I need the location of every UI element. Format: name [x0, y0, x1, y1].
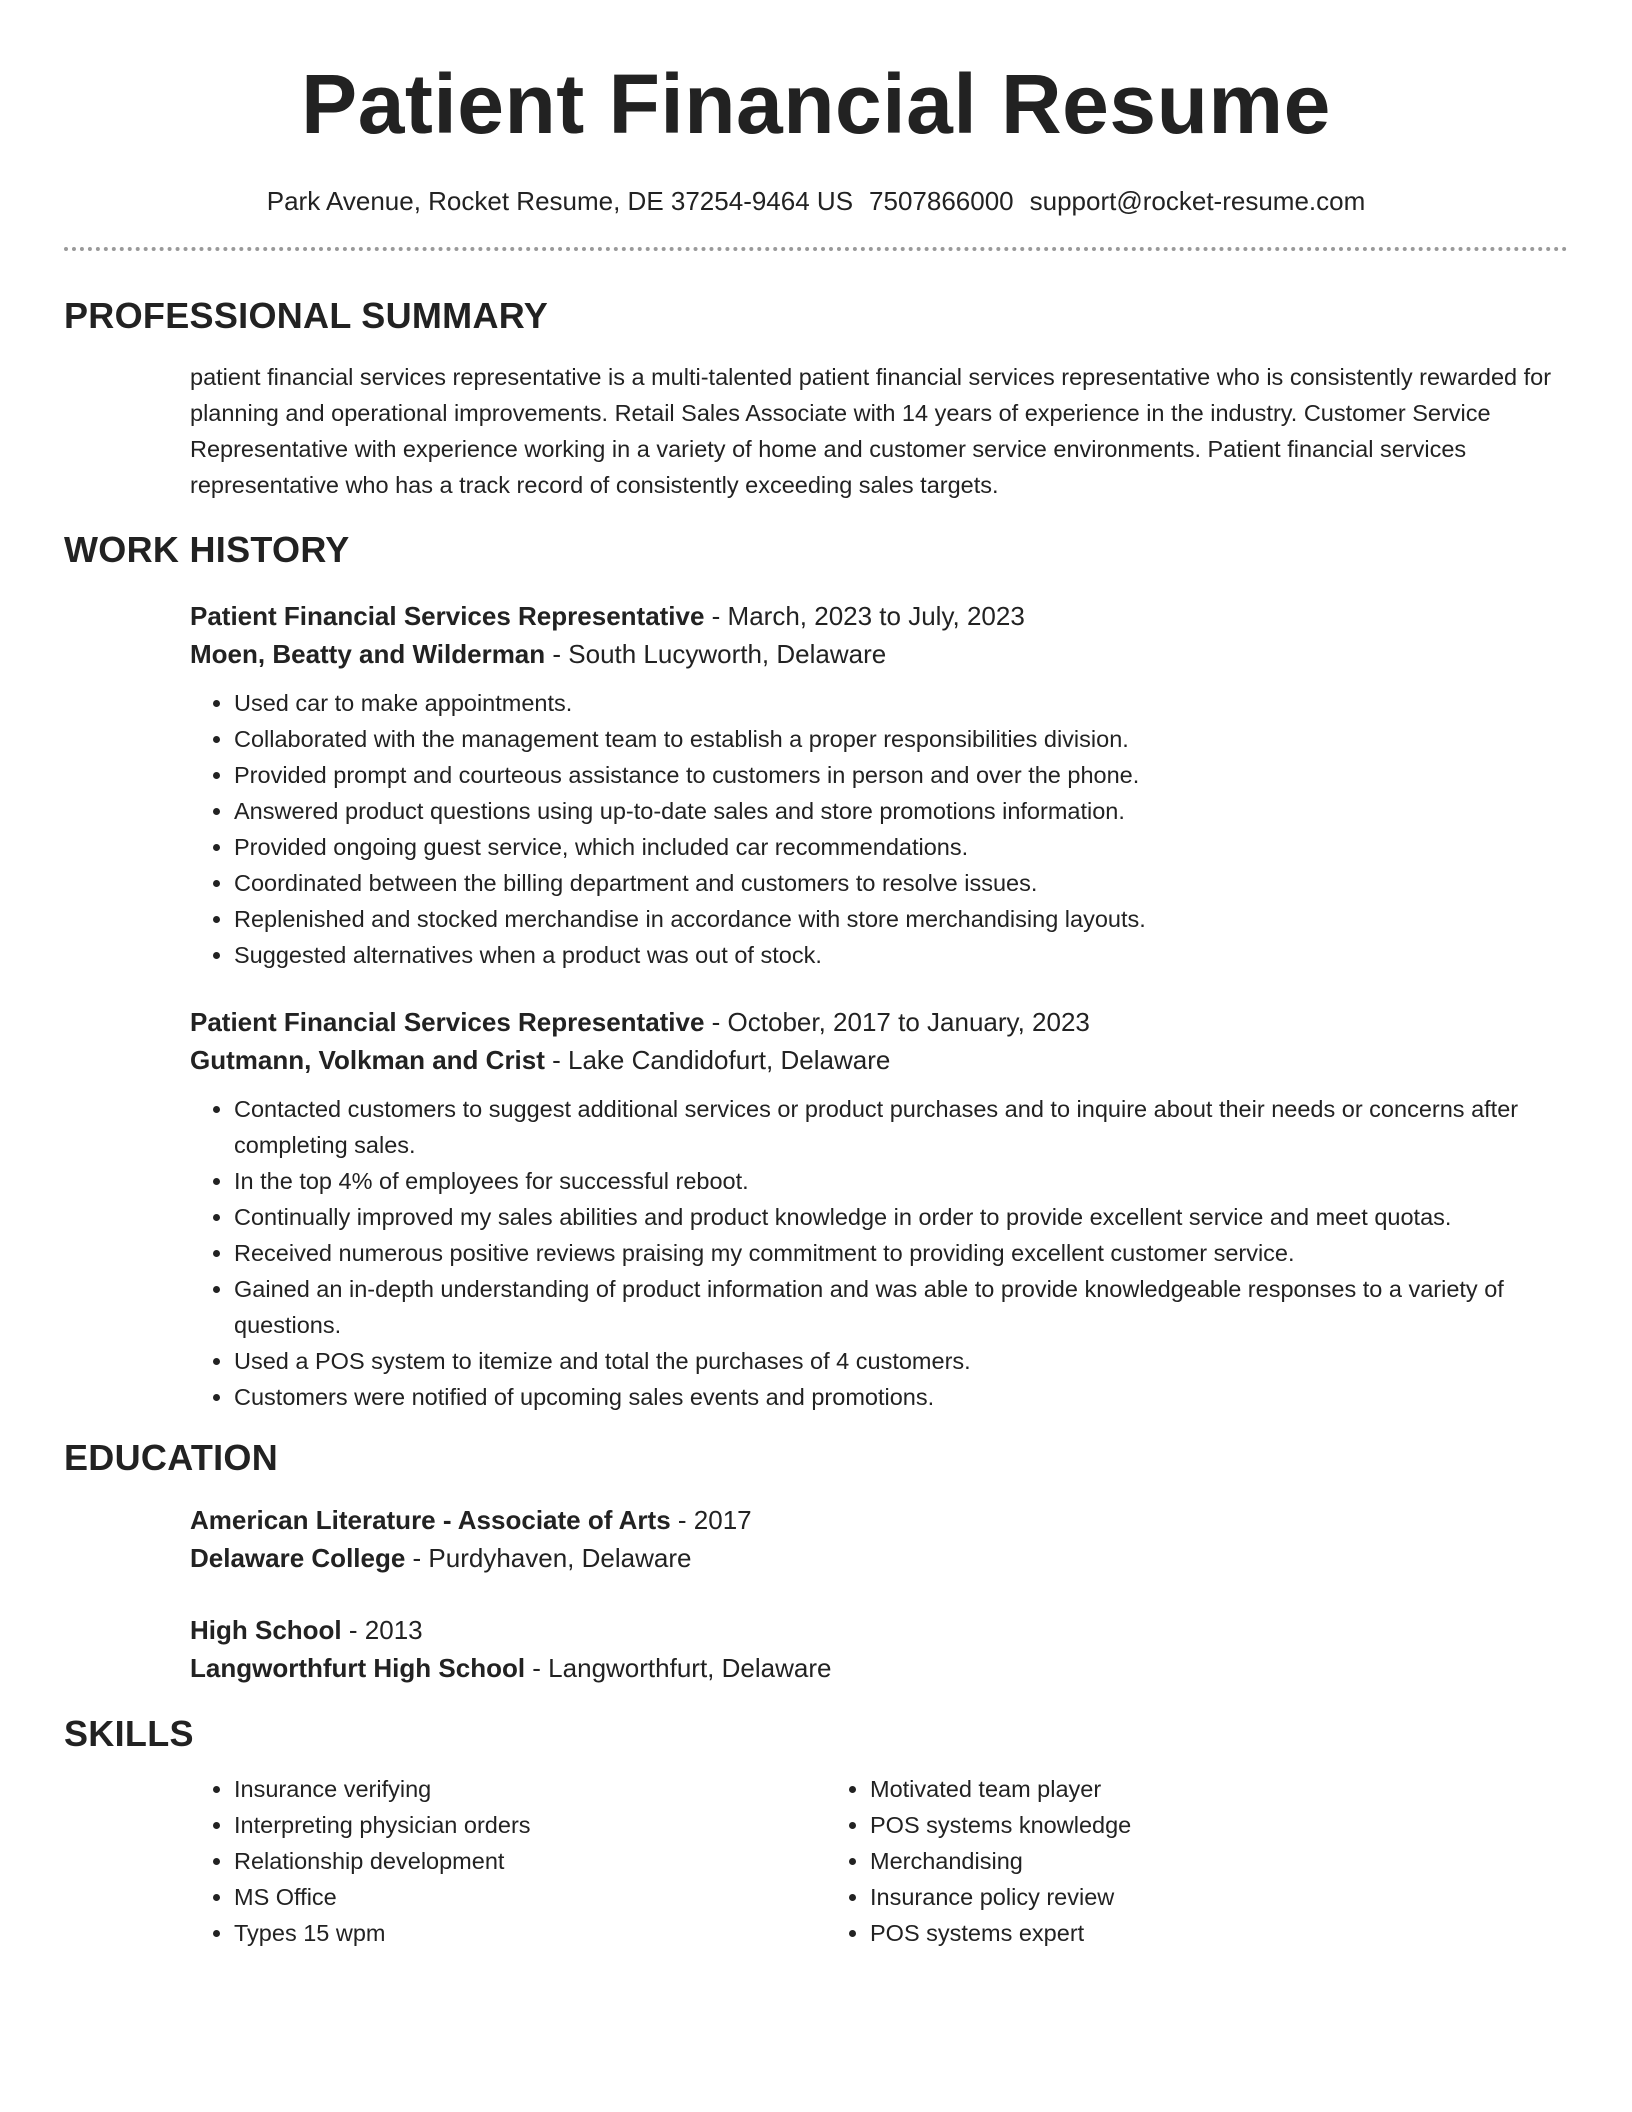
skills-list-right	[826, 1771, 1386, 1951]
list-item: • Coordinated between the billing department and customers to resolve issues.	[234, 865, 1568, 901]
skill-item: • Interpreting physician orders	[234, 1807, 826, 1843]
education-degree-line	[190, 1501, 1568, 1539]
skills-list-left	[190, 1771, 826, 1951]
list-item: • Used car to make appointments.	[234, 685, 1568, 721]
skill-item: • POS systems expert	[870, 1915, 1386, 1951]
job-entry	[64, 1003, 1568, 1415]
list-item: • Replenished and stocked merchandise in accordance with store merchandising layouts.	[234, 901, 1568, 937]
job-location: - Lake Candidofurt, Delaware	[544, 1045, 891, 1075]
job-company: Moen, Beatty and Wilderman	[190, 639, 546, 669]
contact-phone: 7507866000	[869, 186, 1014, 216]
list-item: • Collaborated with the management team to establish a proper responsibilities division.	[234, 721, 1568, 757]
skill-item: • Insurance verifying	[234, 1771, 826, 1807]
education-degree-line	[190, 1611, 1568, 1649]
skill-item: • Relationship development	[234, 1843, 826, 1879]
list-item: • In the top 4% of employees for successful reboot.	[234, 1163, 1568, 1199]
skills-heading: SKILLS	[64, 1713, 194, 1754]
job-dates: - March, 2023 to July, 2023	[704, 601, 1025, 631]
education-degree: American Literature - Associate of Arts	[190, 1505, 671, 1535]
job-location: - South Lucyworth, Delaware	[545, 639, 887, 669]
skills-columns	[190, 1771, 1568, 1951]
summary-text: patient financial services representative is a multi-talented patient financial services representative who is consistently rewarded for planning and operational improvements. Retail Sales Associate with 14 years of experience in the industry. Customer Service Representative with experience working in a variety of home and customer service environments. Patient financial services representative who has a track record of consistently exceeding sales targets.	[190, 364, 1552, 498]
job-title: Patient Financial Services Representative	[190, 1007, 705, 1037]
work-history-heading: WORK HISTORY	[64, 529, 350, 570]
job-company: Gutmann, Volkman and Crist	[190, 1045, 545, 1075]
list-item: • Customers were notified of upcoming sales events and promotions.	[234, 1379, 1568, 1415]
header-divider	[64, 247, 1568, 251]
skill-item: • MS Office	[234, 1879, 826, 1915]
job-dates: - October, 2017 to January, 2023	[704, 1007, 1090, 1037]
job-title: Patient Financial Services Representative	[190, 601, 705, 631]
summary-heading: PROFESSIONAL SUMMARY	[64, 295, 549, 336]
education-school: Delaware College	[190, 1543, 406, 1573]
skill-item: • POS systems knowledge	[870, 1807, 1386, 1843]
contact-address: Park Avenue, Rocket Resume, DE 37254-9464 US	[266, 186, 854, 216]
education-school-line	[190, 1649, 1568, 1687]
skill-item: • Insurance policy review	[870, 1879, 1386, 1915]
skill-item: • Merchandising	[870, 1843, 1386, 1879]
job-company-line	[190, 635, 1568, 673]
education-school-line	[190, 1539, 1568, 1577]
education-location: - Purdyhaven, Delaware	[405, 1543, 692, 1573]
education-degree: High School	[190, 1615, 342, 1645]
list-item: • Provided prompt and courteous assistance to customers in person and over the phone.	[234, 757, 1568, 793]
list-item: • Continually improved my sales abilities and product knowledge in order to provide excellent service and meet quotas.	[234, 1199, 1568, 1235]
education-entry	[64, 1611, 1568, 1687]
list-item: • Suggested alternatives when a product was out of stock.	[234, 937, 1568, 973]
resume-title: Patient Financial Resume	[301, 57, 1331, 151]
education-year: - 2013	[341, 1615, 423, 1645]
list-item: • Gained an in-depth understanding of product information and was able to provide knowledgeable responses to a variety of questions.	[234, 1271, 1568, 1343]
contact-email: support@rocket-resume.com	[1029, 186, 1366, 216]
list-item: • Received numerous positive reviews praising my commitment to providing excellent customer service.	[234, 1235, 1568, 1271]
education-school: Langworthfurt High School	[190, 1653, 526, 1683]
skill-item: • Types 15 wpm	[234, 1915, 826, 1951]
education-year: - 2017	[670, 1505, 752, 1535]
job-entry	[64, 597, 1568, 973]
job-company-line	[190, 1041, 1568, 1079]
list-item: • Used a POS system to itemize and total the purchases of 4 customers.	[234, 1343, 1568, 1379]
contact-line	[64, 186, 1568, 217]
list-item: • Contacted customers to suggest additional services or product purchases and to inquire about their needs or concerns after completing sales.	[234, 1091, 1568, 1163]
job-duties-list	[190, 685, 1568, 973]
list-item: • Provided ongoing guest service, which included car recommendations.	[234, 829, 1568, 865]
education-entry	[64, 1501, 1568, 1577]
education-location: - Langworthfurt, Delaware	[525, 1653, 832, 1683]
job-title-line	[190, 597, 1568, 635]
job-title-line	[190, 1003, 1568, 1041]
education-heading: EDUCATION	[64, 1437, 279, 1478]
job-duties-list	[190, 1091, 1568, 1415]
skill-item: • Motivated team player	[870, 1771, 1386, 1807]
list-item: • Answered product questions using up-to-date sales and store promotions information.	[234, 793, 1568, 829]
